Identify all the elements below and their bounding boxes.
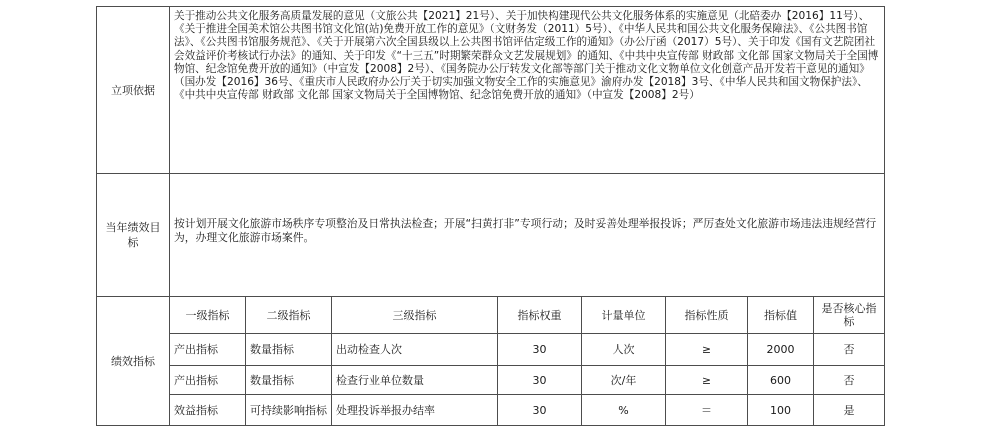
performance-table bbox=[96, 6, 885, 426]
table-cell: 产出指标 bbox=[174, 343, 218, 356]
table-cell: 30 bbox=[532, 343, 547, 356]
header-value: 指标值 bbox=[764, 308, 797, 322]
header-nature: 指标性质 bbox=[684, 308, 729, 322]
header-level2: 二级指标 bbox=[266, 308, 311, 322]
table-cell: 100 bbox=[770, 403, 791, 417]
goal-label: 当年绩效目标 bbox=[105, 221, 161, 249]
table-cell: ≥ bbox=[701, 373, 712, 387]
table-cell: 数量指标 bbox=[250, 343, 294, 356]
header-core: 是否核心指标 bbox=[821, 302, 877, 328]
table-cell: 检查行业单位数量 bbox=[336, 373, 424, 387]
table-cell: 处理投诉举报办结率 bbox=[336, 403, 435, 417]
goal-text: 按计划开展文化旅游市场秩序专项整治及日常执法检查；开展“扫黄打非”专项行动；及时妥善处理举报投诉；严厉查处文化旅游市场违法违规经营行为，办理文化旅游市场案件。 bbox=[174, 217, 877, 244]
table-cell: 否 bbox=[843, 373, 855, 387]
header-level1: 一级指标 bbox=[185, 308, 230, 322]
basis-label: 立项依据 bbox=[111, 83, 155, 97]
basis-text: 关于推动公共文化服务高质量发展的意见（文旅公共【2021】21号）、关于加快构建现代公共文化服务体系的实施意见（北碚委办【2016】11号）、《关于推进全国美术馆公共图书馆文化馆(站)免费开放工作的意见》（文财务发（2011）5号）、《中华人民共和国公共文化服务保障法》、《公共图书馆法》、《公共图书馆服务规范》、《关于开展第六次全国县级以上公共图书馆评估定级工作的通知》（办公厅函（2017）5号）、关于印发《国有文艺院团社会效益评价考核试行办法》的通知、关于印发《“十三五”时期繁荣群众文艺发展规划》的通知、《中共中央宣传部 财政部 文化部 国家文物局关于全国博物馆、纪念馆免费开放的通知》（中宣发【2008】2号）、《国务院办公厅转发文化部等部门关于推动文化文物单位文化创意产品开发若干意见的通知》（国办发【2016】36号、《重庆市人民政府办公厅关于切实加强文物安全工作的实施意见》渝府办发【2018】3号、《中华人民共和国文物保护法》、《中共中央宣传部 财政部 文化部 国家文物局关于全国博物馆、纪念馆免费开放的通知》（中宣发【2008】2号） bbox=[174, 10, 879, 102]
header-level3: 三级指标 bbox=[392, 308, 437, 322]
table-cell: 可持续影响指标 bbox=[250, 403, 327, 417]
header-weight: 指标权重 bbox=[517, 308, 562, 322]
table-cell: 2000 bbox=[766, 343, 795, 356]
table-cell: 30 bbox=[532, 373, 547, 387]
header-unit: 计量单位 bbox=[601, 308, 646, 322]
table-cell: 数量指标 bbox=[250, 373, 294, 387]
table-cell: ≥ bbox=[701, 343, 712, 356]
row-divider bbox=[97, 173, 884, 174]
table-cell: 是 bbox=[843, 403, 855, 417]
table-cell: 次/年 bbox=[610, 373, 637, 387]
table-cell: % bbox=[618, 403, 629, 417]
table-cell: 人次 bbox=[612, 343, 635, 356]
table-cell: 效益指标 bbox=[174, 403, 218, 417]
table-cell: 产出指标 bbox=[174, 373, 218, 387]
table-cell: ＝ bbox=[701, 403, 712, 417]
table-cell: 600 bbox=[770, 373, 791, 387]
table-cell: 出动检查人次 bbox=[336, 343, 402, 356]
indicator-label: 绩效指标 bbox=[111, 354, 155, 368]
table-cell: 30 bbox=[532, 403, 547, 417]
table-cell: 否 bbox=[843, 343, 855, 356]
